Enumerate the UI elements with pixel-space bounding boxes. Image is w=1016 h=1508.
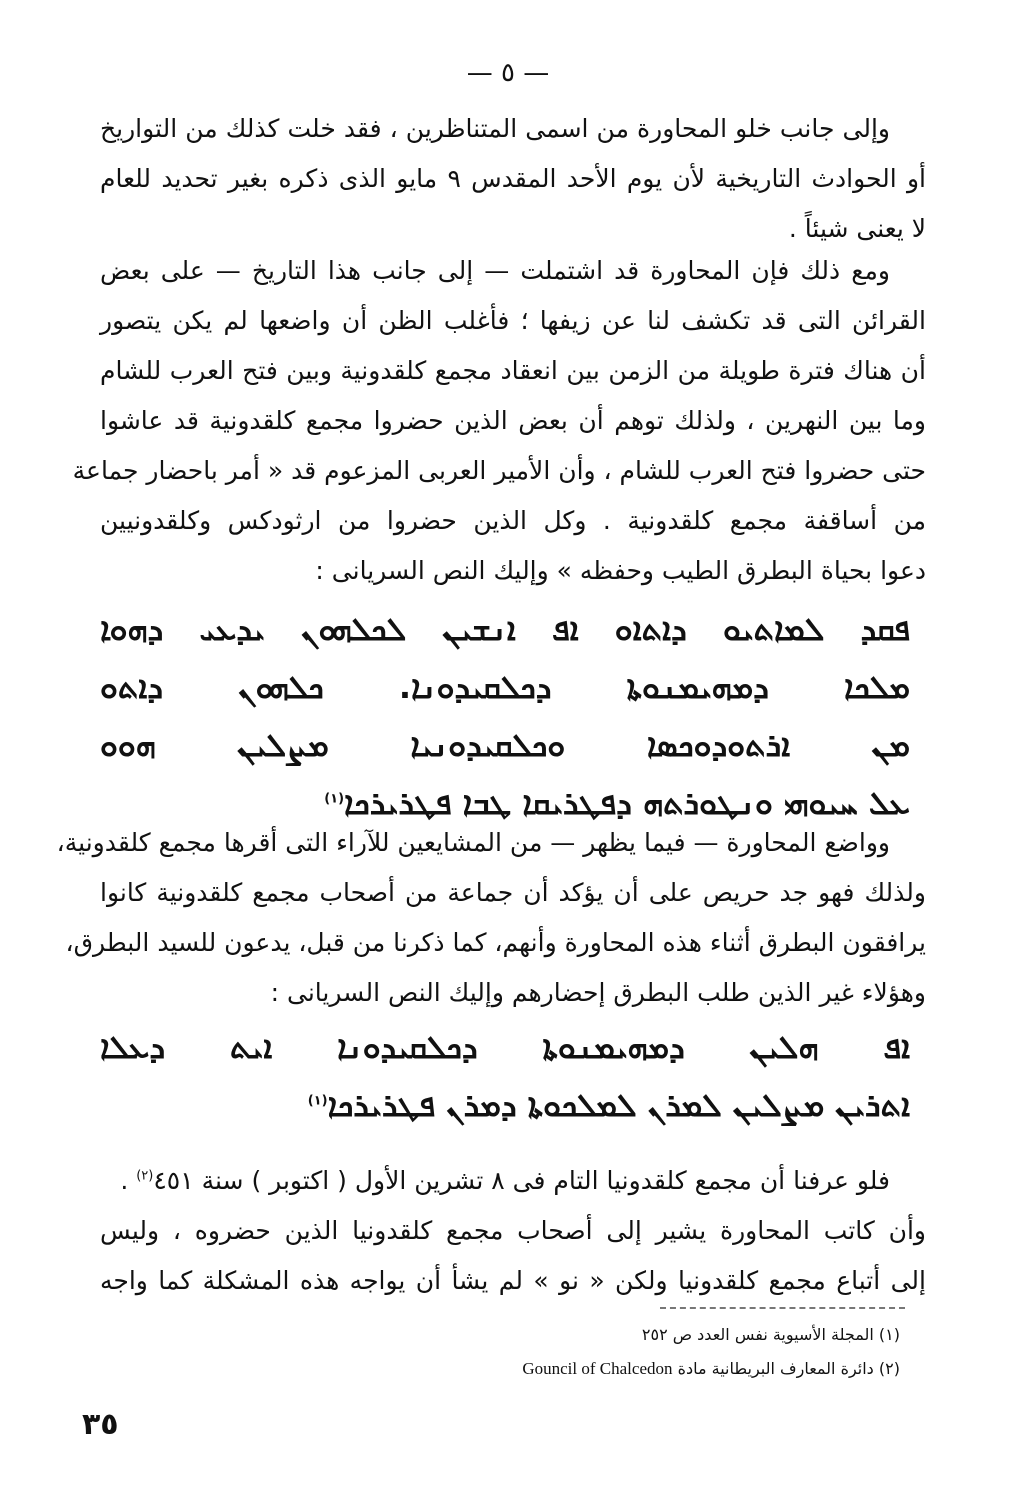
syriac-line: ܐܦ ܗܠܝܢ ܕܡܗܝܡܢܘܬܐ ܕܟܠܩܝܕܘܢܐ ܐܝܬ ܕܥܠܐ: [100, 1028, 910, 1066]
text-line: أن هناك فترة طويلة من الزمن بين انعقاد مجمع كلقدونية وبين فتح العرب للشام: [100, 356, 926, 385]
syriac-line: [100, 1076, 910, 1134]
syriac-quote-1: [100, 600, 910, 832]
footnote-2: [360, 1352, 900, 1386]
footnote-latin-text: Gouncil of Chalcedon: [522, 1359, 673, 1378]
page-footer-number: ٣٥: [82, 1407, 119, 1442]
syriac-quote-2: [100, 1018, 910, 1134]
footnote-text: المجلة الأسيوية نفس العدد ص ٢٥٢: [641, 1325, 874, 1344]
text-line: من أساقفة مجمع كلقدونية . وكل الذين حضروا من ارثودكس وكلقدونيين: [100, 506, 926, 535]
footnote-ref: (١): [324, 791, 345, 807]
syriac-line: ܡܠܟܐ ܕܡܗܝܡܢܘܬܐ ܕܟܠܩܝܕܘܢܐ. ܟܠܗܘܢ ܕܐܬܘ: [100, 668, 910, 706]
text-line: وهؤلاء غير الذين طلب البطرق إحضارهم وإليك النص السريانى :: [270, 978, 926, 1007]
footnote-1: [360, 1318, 900, 1352]
text-line: وما بين النهرين ، ولذلك توهم أن بعض الذين حضروا مجمع كلقدونية قد عاشوا: [100, 406, 926, 435]
paragraph-1: [100, 104, 926, 254]
text-line: دعوا بحياة البطرق الطيب وحفظه » وإليك النص السريانى :: [315, 556, 926, 585]
footnote-separator: [660, 1307, 905, 1309]
text-line: إلى أتباع مجمع كلقدونيا ولكن « نو » لم يشأ أن يواجه هذه المشكلة كما واجه: [100, 1266, 926, 1295]
paragraph-2: [72, 246, 926, 596]
page-header-number: — ٥ —: [466, 58, 550, 88]
text-line: ومع ذلك فإن المحاورة قد اشتملت — إلى جانب هذا التاريخ — على بعض: [100, 256, 890, 285]
text-content: فلو عرفنا أن مجمع كلقدونيا التام فى ٨ تشرين الأول ( اكتوبر ) سنة ٤٥١: [153, 1166, 890, 1195]
text-line: وواضع المحاورة — فيما يظهر — من المشايعين للآراء التى أقرها مجمع كلقدونية،: [56, 828, 890, 857]
text-line: أو الحوادث التاريخية لأن يوم الأحد المقدس ٩ مايو الذى ذكره بغير تحديد للعام: [100, 164, 926, 193]
syriac-text: ܥܠ ܚܝܘܗܝ ܘܢܛܘܪܬܗ ܕܦܛܪܝܩܐ ܛܒܐ ܦܛܪܝܪܟܐ: [344, 784, 910, 822]
text-line: وأن كاتب المحاورة يشير إلى أصحاب مجمع كلقدونيا الذين حضروه ، وليس: [100, 1216, 926, 1245]
syriac-text: ܐܬܪܝܢ ܡܨܠܝܢ ܠܡܪܢ ܠܡܠܟܘܬܐ ܕܡܪܢ ܦܛܪܝܪܟܐ: [327, 1086, 910, 1124]
text-line: ولذلك فهو جد حريص على أن يؤكد أن جماعة من أصحاب مجمع كلقدونية كانوا: [100, 878, 926, 907]
footnote-marker: (١): [878, 1325, 900, 1344]
paragraph-4: [100, 1156, 926, 1306]
syriac-line: ܡܢ ܐܪܬܘܕܘܟܣܐ ܘܟܠܩܝܕܘܢܝܐ ܡܨܠܝܢ ܗܘܘ: [100, 726, 910, 764]
footnote-ref: (٢): [136, 1168, 154, 1184]
text-line: فلو عرفنا أن مجمع كلقدونيا التام فى ٨ تشرين الأول ( اكتوبر ) سنة ٤٥١$^{(٢)}$ .: [120, 1166, 890, 1195]
syriac-line: ܦܩܕ ܠܡܐܬܝܘ ܕܐܬܐܘ ܐܦ ܐܢܫܝܢ ܠܟܠܗܘܢ ܝܕܥܝ ܕܗܘܐ: [100, 610, 910, 648]
footnotes: [360, 1318, 900, 1386]
footnote-text: دائرة المعارف البريطانية مادة: [677, 1359, 874, 1378]
paragraph-3: [56, 818, 926, 1018]
footnote-ref: (١): [307, 1093, 328, 1109]
footnote-marker: (٢): [878, 1359, 900, 1378]
text-line: لا يعنى شيئاً .: [788, 214, 926, 243]
text-line: حتى حضروا فتح العرب للشام ، وأن الأمير العربى المزعوم قد « أمر باحضار جماعة: [72, 456, 926, 485]
text-line: يرافقون البطرق أثناء هذه المحاورة وأنهم، كما ذكرنا من قبل، يدعون للسيد البطرق،: [65, 928, 926, 957]
text-line: وإلى جانب خلو المحاورة من اسمى المتناظرين ، فقد خلت كذلك من التواريخ: [100, 114, 890, 143]
text-line: القرائن التى قد تكشف لنا عن زيفها ؛ فأغلب الظن أن واضعها لم يكن يتصور: [100, 306, 926, 335]
